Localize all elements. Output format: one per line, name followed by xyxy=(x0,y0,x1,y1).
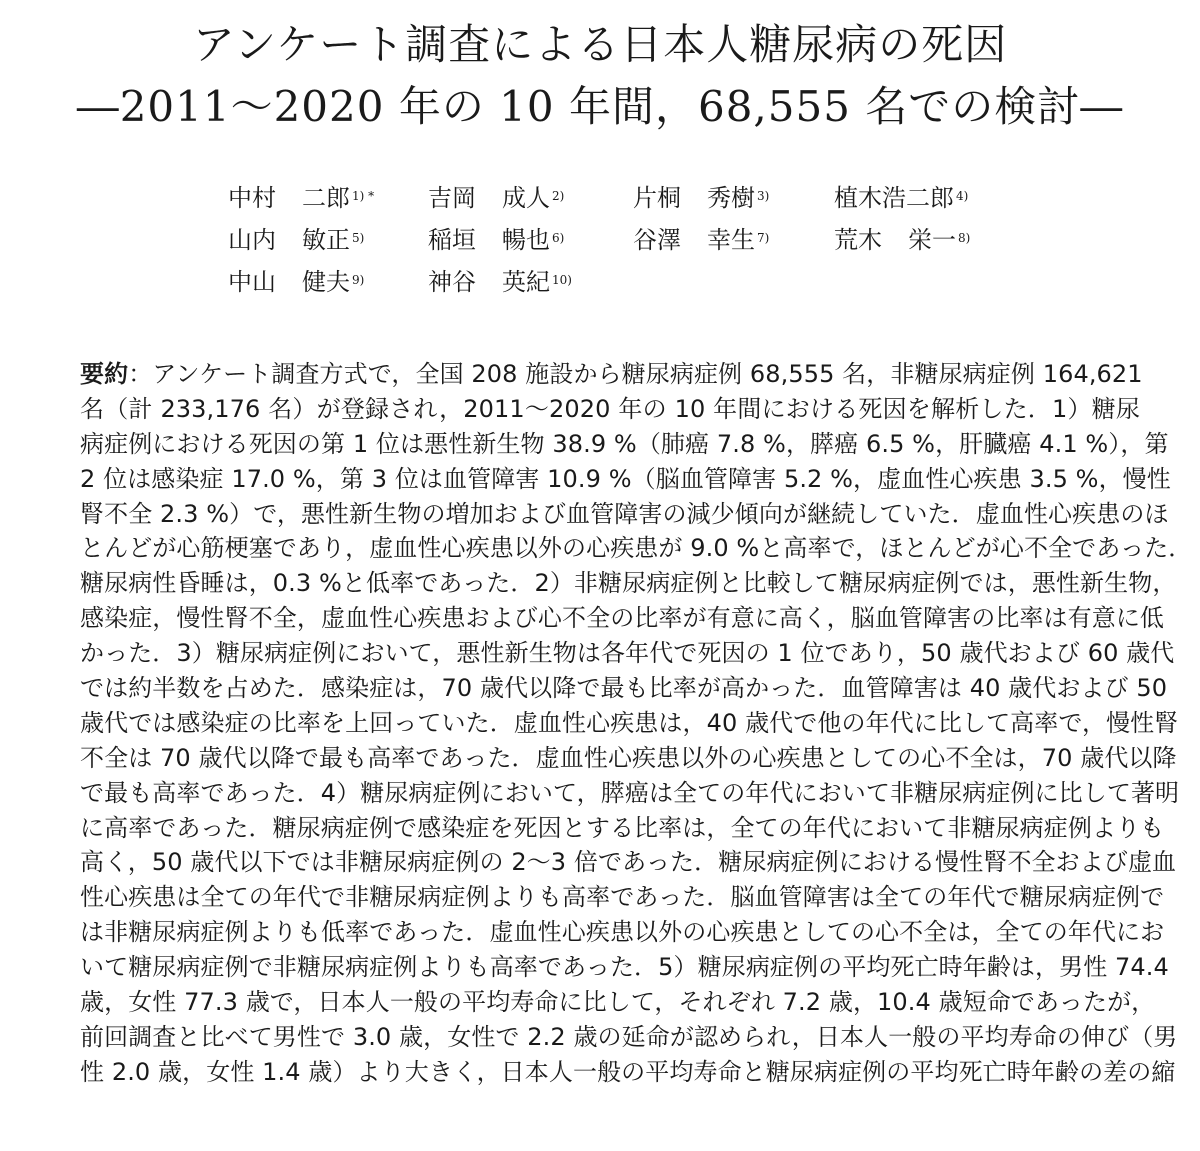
affiliation-marker: 8) xyxy=(958,231,971,245)
abstract-line: 性心疾患は全ての年代で非糖尿病症例よりも高率であった．脳血管障害は全ての年代で糖尿病症例で xyxy=(80,883,1165,912)
author: 中村 二郎 $^{1) *}$ xyxy=(228,184,375,212)
abstract-line: 歳，女性 77.3 歳で，日本人一般の平均寿命に比して，それぞれ 7.2 歳，10.4 歳短命であったが， xyxy=(80,988,1156,1017)
abstract-line: では約半数を占めた．感染症は，70 歳代以降で最も比率が高かった．血管障害は 40 歳代および 50 xyxy=(80,674,1168,703)
abstract-line: 高く，50 歳代以下では非糖尿病症例の 2～3 倍であった．糖尿病症例における慢性腎不全および虚血 xyxy=(80,848,1177,877)
author: 植木浩二郎 $^{4)}$ xyxy=(834,184,969,212)
article-title xyxy=(0,14,1200,138)
affiliation-marker: 9) xyxy=(352,273,365,287)
author-list xyxy=(228,180,1188,306)
title-main: アンケート調査による日本人糖尿病の死因 xyxy=(192,20,1008,69)
abstract xyxy=(80,357,1193,1090)
abstract-line: に高率であった．糖尿病症例で感染症を死因とする比率は，全ての年代において非糖尿病症例よりも xyxy=(80,813,1165,842)
affiliation-marker: 4) xyxy=(956,189,969,203)
title-subtitle: ―2011～2020 年の 10 年間，68,555 名での検討― xyxy=(76,82,1124,131)
author-row xyxy=(228,180,1188,222)
abstract-line: 2 位は感染症 17.0 %，第 3 位は血管障害 10.9 %（脳血管障害 5.2 %，虚血性心疾患 3.5 %，慢性 xyxy=(80,464,1171,493)
abstract-line: 感染症，慢性腎不全，虚血性心疾患および心不全の比率が有意に高く，脳血管障害の比率は有意に低 xyxy=(80,604,1165,633)
affiliation-marker: 5) xyxy=(352,231,365,245)
abstract-line: 病症例における死因の第 1 位は悪性新生物 38.9 %（肺癌 7.8 %，膵癌 6.5 %，肝臓癌 4.1 %），第 xyxy=(80,429,1169,458)
affiliation-marker: 2) xyxy=(552,189,565,203)
abstract-line: 不全は 70 歳代以降で最も高率であった．虚血性心疾患以外の心疾患としての心不全は，70 歳代以降 xyxy=(80,743,1177,772)
author-row xyxy=(228,264,1188,306)
author: 稲垣 暢也 $^{6)}$ xyxy=(428,226,565,254)
abstract-line: は非糖尿病症例よりも低率であった．虚血性心疾患以外の心疾患としての心不全は，全ての年代にお xyxy=(80,918,1165,947)
abstract-line: 糖尿病性昏睡は，0.3 %と低率であった．2）非糖尿病症例と比較して糖尿病症例では，悪性新生物， xyxy=(80,569,1177,598)
abstract-label: 要約 xyxy=(80,360,129,388)
affiliation-marker: 1) * xyxy=(352,189,375,203)
author-row xyxy=(228,222,1188,264)
author: 荒木 栄一 $^{8)}$ xyxy=(834,226,971,254)
abstract-line: 名（計 233,176 名）が登録され，2011～2020 年の 10 年間における死因を解析した．1）糖尿 xyxy=(80,394,1140,423)
abstract-line: 歳代では感染症の比率を上回っていた．虚血性心疾患は，40 歳代で他の年代に比して高率で，慢性腎 xyxy=(80,708,1179,737)
author: 山内 敏正 $^{5)}$ xyxy=(228,226,365,254)
abstract-line: いて糖尿病症例で非糖尿病症例よりも高率であった．5）糖尿病症例の平均死亡時年齢は，男性 74.4 xyxy=(80,953,1169,982)
abstract-line: 腎不全 2.3 %）で，悪性新生物の増加および血管障害の減少傾向が継続していた．虚血性心疾患のほ xyxy=(80,499,1169,528)
abstract-line: かった．3）糖尿病症例において，悪性新生物は各年代で死因の 1 位であり，50 歳代および 60 歳代 xyxy=(80,639,1175,668)
affiliation-marker: 6) xyxy=(552,231,565,245)
abstract-line: 要約：アンケート調査方式で，全国 208 施設から糖尿病症例 68,555 名，非糖尿病症例 164,621 xyxy=(80,360,1143,388)
affiliation-marker: 3) xyxy=(757,189,770,203)
abstract-line: 性 2.0 歳，女性 1.4 歳）より大きく，日本人一般の平均寿命と糖尿病症例の平均死亡時年齢の差の縮 xyxy=(80,1057,1176,1086)
affiliation-marker: 10) xyxy=(552,273,572,287)
affiliation-marker: 7) xyxy=(757,231,770,245)
author: 片桐 秀樹 $^{3)}$ xyxy=(633,184,770,212)
abstract-line: とんどが心筋梗塞であり，虚血性心疾患以外の心疾患が 9.0 %と高率で，ほとんどが心不全であった． xyxy=(80,534,1193,563)
author: 神谷 英紀 $^{10)}$ xyxy=(428,268,572,296)
abstract-line: で最も高率であった．4）糖尿病症例において，膵癌は全ての年代において非糖尿病症例に比して著明 xyxy=(80,778,1180,807)
author: 吉岡 成人 $^{2)}$ xyxy=(428,184,565,212)
author: 中山 健夫 $^{9)}$ xyxy=(228,268,365,296)
author: 谷澤 幸生 $^{7)}$ xyxy=(633,226,770,254)
abstract-line: 前回調査と比べて男性で 3.0 歳，女性で 2.2 歳の延命が認められ，日本人一般の平均寿命の伸び（男 xyxy=(80,1022,1178,1051)
